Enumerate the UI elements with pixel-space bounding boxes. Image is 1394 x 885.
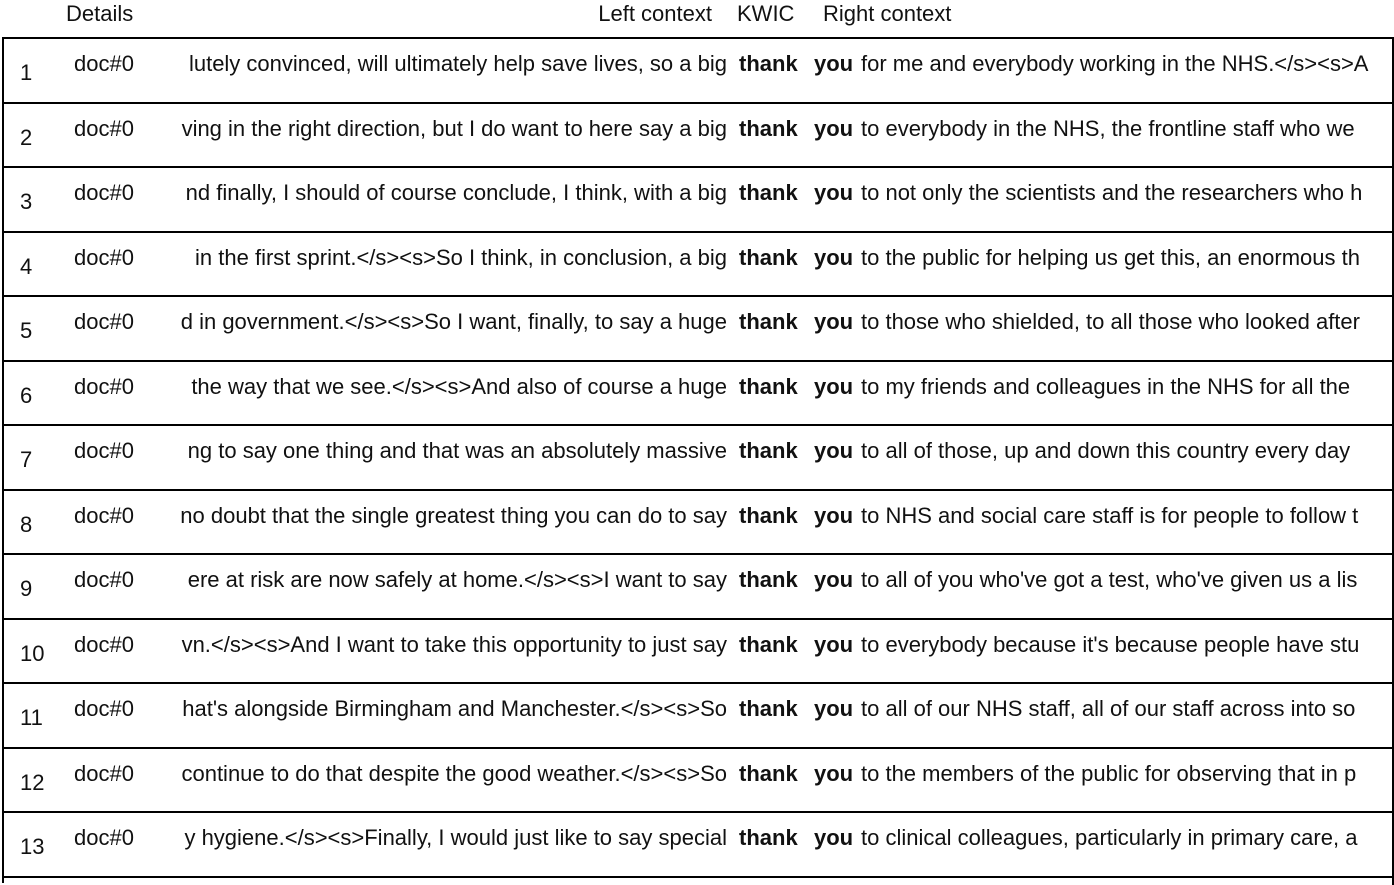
header-kwic[interactable]: KWIC <box>737 1 795 26</box>
kwic-word-1: thank <box>739 244 798 270</box>
row-number: 7 <box>20 447 33 472</box>
right-context: for me and everybody working in the NHS.</s><s>A <box>861 51 1369 76</box>
table-row[interactable] <box>4 426 1394 491</box>
row-number: 12 <box>20 769 45 795</box>
right-context: to those who shielded, to all those who looked after <box>861 309 1360 334</box>
right-context: to everybody because it's because people have stu <box>861 631 1360 657</box>
table-row[interactable] <box>4 104 1394 169</box>
left-context <box>144 245 727 271</box>
table-row[interactable] <box>4 749 1394 814</box>
left-context-text: d in government.</s><s>So I want, finally, to say a huge <box>180 309 727 334</box>
left-context-text: ere at risk are now safely at home.</s><s>I want to say <box>187 567 727 592</box>
table-row[interactable] <box>4 620 1394 685</box>
left-context-text: in the first sprint.</s><s>So I think, in conclusion, a big <box>195 244 727 270</box>
row-number: 9 <box>20 576 33 601</box>
right-context: to the public for helping us get this, an enormous th <box>861 244 1360 270</box>
left-context <box>144 374 727 400</box>
kwic-word-1: thank <box>739 502 798 528</box>
kwic-word-2: you <box>814 502 854 528</box>
table-row[interactable] <box>4 491 1394 556</box>
doc-id: doc#0 <box>74 502 134 528</box>
kwic-word-2: you <box>814 244 854 270</box>
right-context: to all of you who've got a test, who've given us a lis <box>861 567 1358 592</box>
row-number: 6 <box>20 382 33 408</box>
table-row[interactable] <box>4 813 1394 878</box>
left-context-text: no doubt that the single greatest thing you can do to say <box>180 502 727 528</box>
left-context <box>144 309 727 335</box>
left-context <box>144 825 727 851</box>
row-number: 5 <box>20 318 33 343</box>
left-context-text: continue to do that despite the good weather.</s><s>So <box>181 760 727 786</box>
left-context-text: lutely convinced, will ultimately help save lives, so a big <box>188 51 727 76</box>
header-right-context[interactable]: Right context <box>823 1 952 26</box>
left-context <box>144 116 727 142</box>
kwic-word-1: thank <box>739 309 798 334</box>
kwic-word-1: thank <box>739 180 798 205</box>
kwic-word-1: thank <box>739 825 798 850</box>
left-context <box>144 761 727 787</box>
concordance-table <box>2 37 1394 883</box>
kwic-word-1: thank <box>739 631 798 657</box>
left-context <box>144 632 727 658</box>
kwic-word-1: thank <box>739 115 798 141</box>
kwic-word-2: you <box>814 825 854 850</box>
row-number: 1 <box>20 60 33 85</box>
kwic-word-2: you <box>814 309 854 334</box>
doc-id: doc#0 <box>74 631 134 657</box>
kwic-word-1: thank <box>739 51 798 76</box>
right-context: to my friends and colleagues in the NHS for all the <box>861 373 1351 399</box>
kwic-word-1: thank <box>739 373 798 399</box>
right-context: to all of our NHS staff, all of our staff across into so <box>861 696 1356 721</box>
row-number: 2 <box>20 124 33 150</box>
doc-id: doc#0 <box>74 244 134 270</box>
doc-id: doc#0 <box>74 825 134 850</box>
left-context-text: ving in the right direction, but I do want to here say a big <box>181 115 727 141</box>
header-details[interactable]: Details <box>66 1 134 26</box>
row-number: 11 <box>20 705 43 730</box>
right-context: to not only the scientists and the researchers who h <box>861 180 1363 205</box>
kwic-word-2: you <box>814 115 854 141</box>
doc-id: doc#0 <box>74 180 134 205</box>
kwic-word-1: thank <box>739 696 798 721</box>
row-number: 3 <box>20 189 33 214</box>
table-row[interactable] <box>4 39 1394 104</box>
doc-id: doc#0 <box>74 309 134 334</box>
doc-id: doc#0 <box>74 696 134 721</box>
left-context <box>144 696 727 722</box>
kwic-word-2: you <box>814 567 854 592</box>
kwic-word-2: you <box>814 373 854 399</box>
doc-id: doc#0 <box>74 438 134 463</box>
right-context: to all of those, up and down this country every day <box>861 438 1351 463</box>
row-number: 13 <box>20 834 45 859</box>
kwic-word-2: you <box>814 760 854 786</box>
kwic-word-1: thank <box>739 567 798 592</box>
left-context <box>144 503 727 529</box>
kwic-word-2: you <box>814 696 854 721</box>
kwic-word-1: thank <box>739 760 798 786</box>
column-header <box>0 0 1394 34</box>
row-number: 8 <box>20 511 33 537</box>
right-context: to NHS and social care staff is for people to follow t <box>861 502 1359 528</box>
kwic-word-2: you <box>814 438 854 463</box>
kwic-word-2: you <box>814 180 854 205</box>
table-row[interactable] <box>4 233 1394 298</box>
right-context: to everybody in the NHS, the frontline staff who we <box>861 115 1355 141</box>
doc-id: doc#0 <box>74 373 134 399</box>
left-context-text: ng to say one thing and that was an absolutely massive <box>187 438 727 463</box>
doc-id: doc#0 <box>74 567 134 592</box>
left-context <box>144 51 727 77</box>
left-context-text: nd finally, I should of course conclude, I think, with a big <box>185 180 727 205</box>
doc-id: doc#0 <box>74 760 134 786</box>
row-number: 10 <box>20 640 45 666</box>
left-context-text: the way that we see.</s><s>And also of course a huge <box>191 373 727 399</box>
right-context: to the members of the public for observing that in p <box>861 760 1357 786</box>
kwic-word-1: thank <box>739 438 798 463</box>
left-context-text: y hygiene.</s><s>Finally, I would just like to say special <box>184 825 727 850</box>
table-row[interactable] <box>4 297 1394 362</box>
doc-id: doc#0 <box>74 115 134 141</box>
left-context-text: hat's alongside Birmingham and Manchester.</s><s>So <box>182 696 727 721</box>
table-row[interactable] <box>4 555 1394 620</box>
doc-id: doc#0 <box>74 51 134 76</box>
left-context <box>144 438 727 464</box>
header-left-context[interactable]: Left context <box>598 1 712 26</box>
row-number: 4 <box>20 253 33 279</box>
table-row[interactable] <box>4 168 1394 233</box>
kwic-word-2: you <box>814 51 854 76</box>
right-context: to clinical colleagues, particularly in primary care, a <box>861 825 1358 850</box>
left-context-text: vn.</s><s>And I want to take this opportunity to just say <box>181 631 727 657</box>
table-row[interactable] <box>4 684 1394 749</box>
table-row[interactable] <box>4 362 1394 427</box>
left-context <box>144 180 727 206</box>
kwic-word-2: you <box>814 631 854 657</box>
left-context <box>144 567 727 593</box>
